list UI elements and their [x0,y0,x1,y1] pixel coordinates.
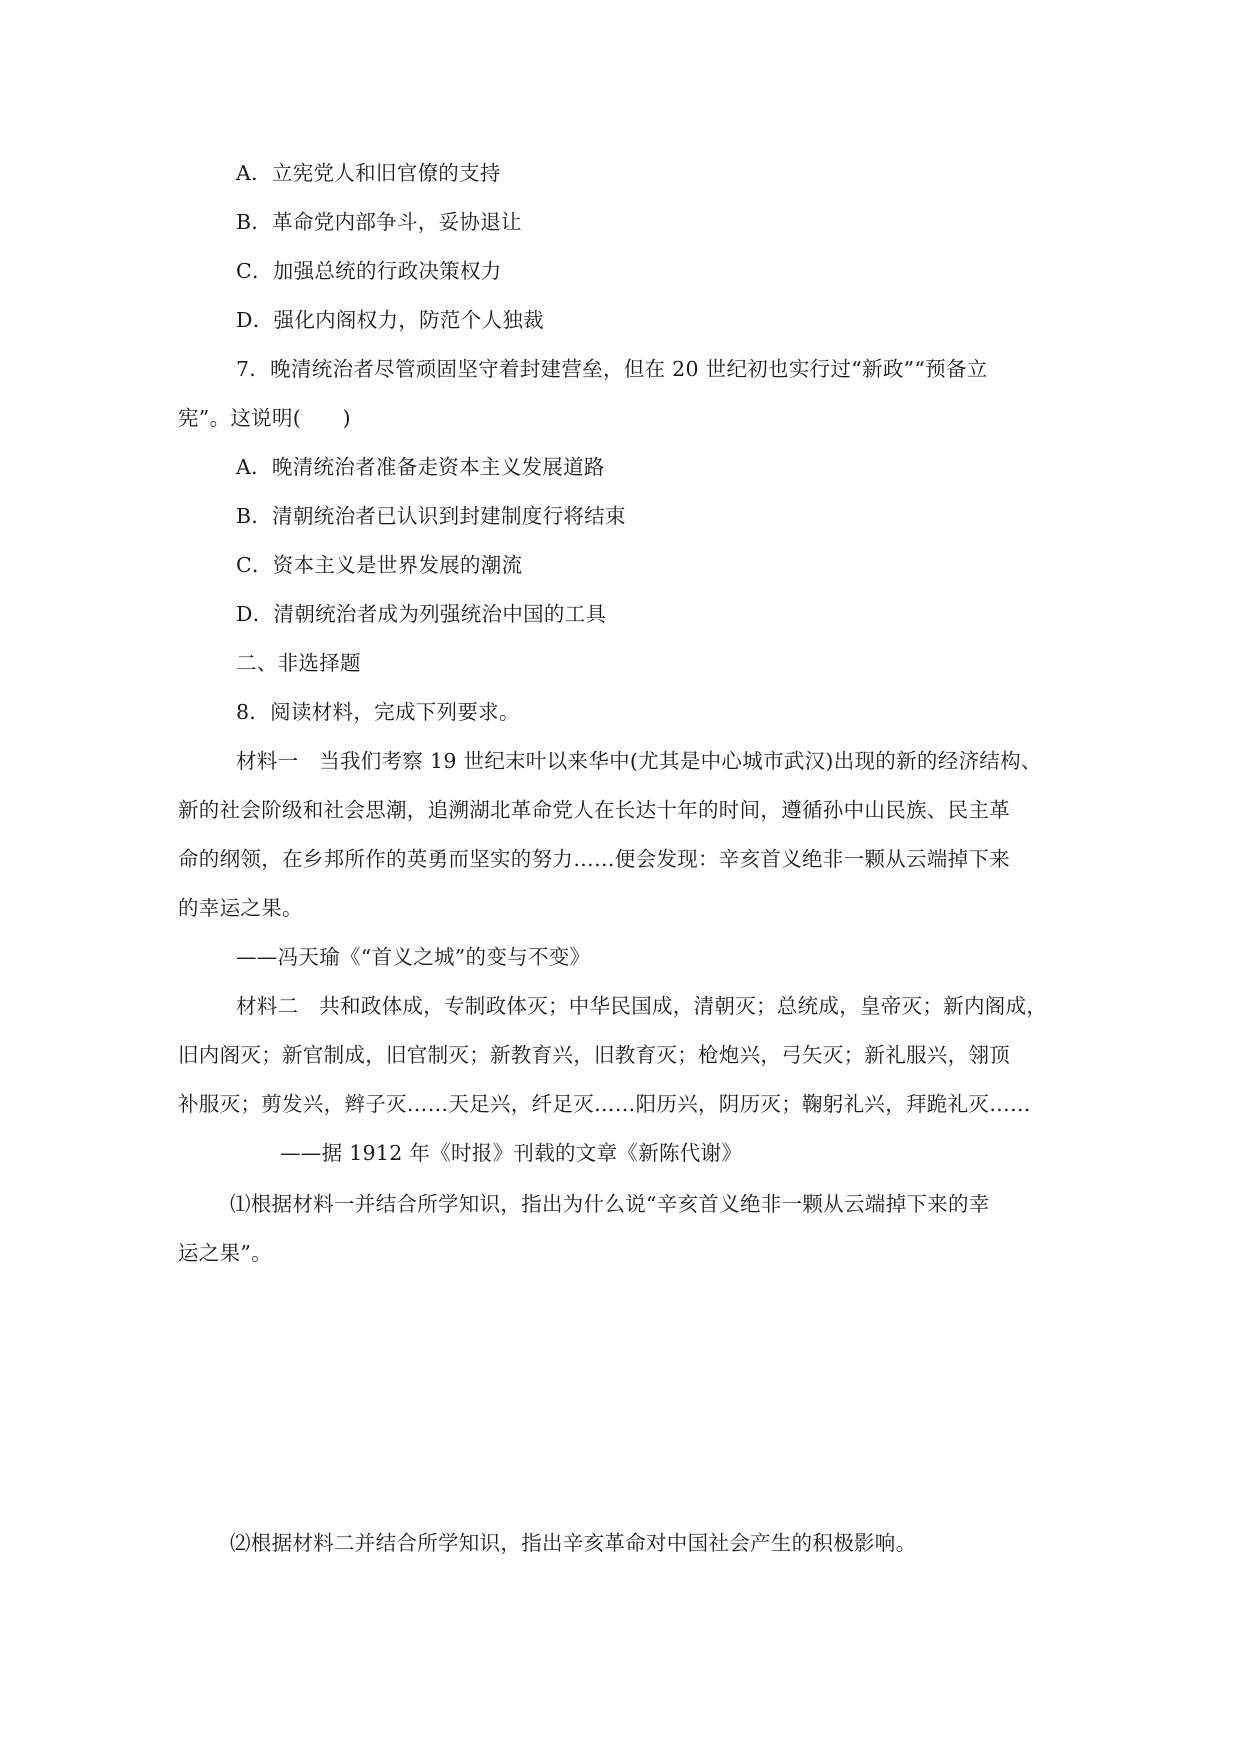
material2-line3: 补服灭；剪发兴，辫子灭……天足兴，纤足灭……阳历兴，阴历灭；鞠躬礼兴，拜跪礼灭…… [178,1092,1031,1116]
sub-question-1-line2: 运之果”。 [178,1241,272,1265]
q6-option-d: D．强化内阁权力，防范个人独裁 [236,308,544,332]
q7-stem-line1: 7．晚清统治者尽管顽固坚守着封建营垒，但在 20 世纪初也实行过“新政”“预备立 [236,357,988,381]
q7-option-c: C．资本主义是世界发展的潮流 [236,553,523,577]
section-heading: 二、非选择题 [236,651,361,675]
material2-line2: 旧内阁灭；新官制成，旧官制灭；新教育兴，旧教育灭；枪炮兴，弓矢灭；新礼服兴，翎顶 [178,1043,1010,1067]
material2-source: ——据 1912 年《时报》刊载的文章《新陈代谢》 [280,1141,743,1165]
q7-option-b: B．清朝统治者已认识到封建制度行将结束 [236,504,626,528]
material1-line3: 命的纲领，在乡邦所作的英勇而坚实的努力……便会发现：辛亥首义绝非一颗从云端掉下来 [178,847,1010,871]
sub-question-2-line1: ⑵根据材料二并结合所学知识，指出辛亥革命对中国社会产生的积极影响。 [230,1531,917,1555]
material2-line1: 材料二 共和政体成，专制政体灭；中华民国成，清朝灭；总统成，皇帝灭；新内阁成， [236,994,1048,1018]
q8-stem: 8．阅读材料，完成下列要求。 [236,700,520,724]
material1-line4: 的幸运之果。 [178,896,303,920]
material1-source: ——冯天瑜《“首义之城”的变与不变》 [236,945,591,969]
q6-option-c: C．加强总统的行政决策权力 [236,259,502,283]
q6-option-b: B．革命党内部争斗，妥协退让 [236,210,522,234]
q7-option-d: D．清朝统治者成为列强统治中国的工具 [236,602,607,626]
material1-line1: 材料一 当我们考察 19 世纪末叶以来华中(尤其是中心城市武汉)出现的新的经济结构、 [236,749,1042,773]
material1-line2: 新的社会阶级和社会思潮，追溯湖北革命党人在长达十年的时间，遵循孙中山民族、民主革 [178,798,1010,822]
sub-question-1-line1: ⑴根据材料一并结合所学知识，指出为什么说“辛亥首义绝非一颗从云端掉下来的幸 [230,1192,990,1216]
q7-option-a: A．晚清统治者准备走资本主义发展道路 [236,455,605,479]
q7-stem-line2: 宪”。这说明( ) [178,406,351,430]
q6-option-a: A．立宪党人和旧官僚的支持 [236,161,501,185]
